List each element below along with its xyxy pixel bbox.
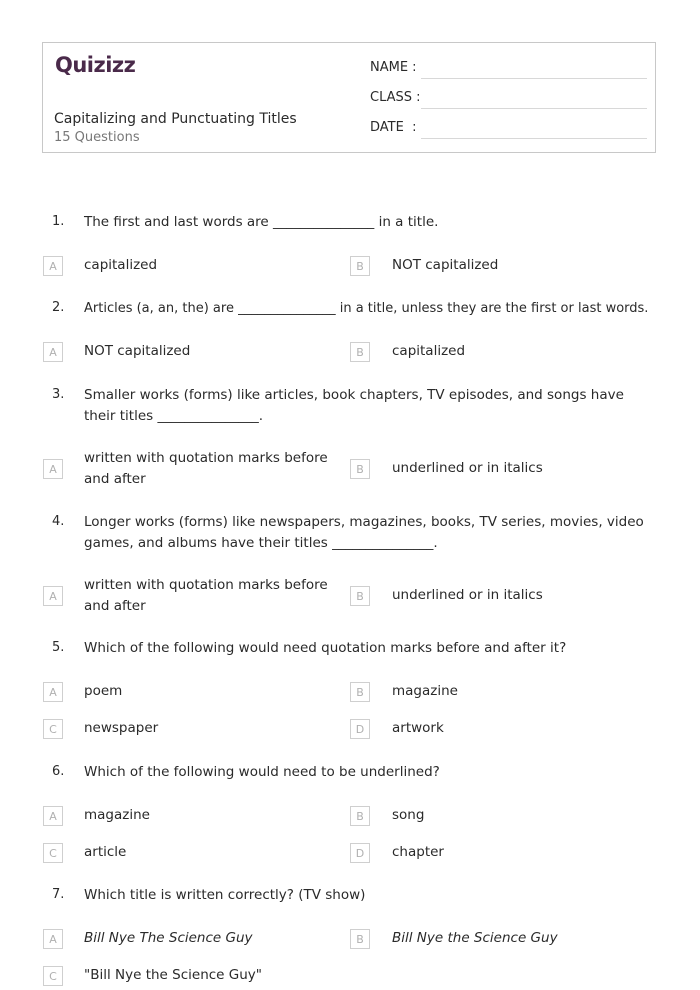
question-text: The first and last words are _______________ in a title.: [84, 214, 439, 230]
question-text: Which title is written correctly? (TV show): [84, 887, 366, 903]
question-number: 2.: [52, 300, 65, 315]
option-letter: B: [350, 806, 370, 826]
option-text: Bill Nye the Science Guy: [392, 930, 558, 946]
question-number: 4.: [52, 514, 65, 529]
option-text: written with quotation marks before and after: [84, 450, 328, 487]
class-label: CLASS :: [370, 90, 421, 105]
question-number: 7.: [52, 887, 65, 902]
option-text: newspaper: [84, 720, 159, 736]
option-letter: A: [43, 342, 63, 362]
option-letter: B: [350, 256, 370, 276]
date-label: DATE :: [370, 120, 417, 135]
option-letter: B: [350, 459, 370, 479]
option-text: NOT capitalized: [84, 343, 191, 359]
option-letter: C: [43, 966, 63, 986]
option-letter: D: [350, 843, 370, 863]
option-text: "Bill Nye the Science Guy": [84, 967, 262, 983]
option-text: magazine: [84, 807, 150, 823]
option-text: underlined or in italics: [392, 587, 543, 603]
name-line: [421, 78, 647, 79]
class-line: [421, 108, 647, 109]
question-text: Longer works (forms) like newspapers, magazines, books, TV series, movies, video games, and albums have their titles _______________.: [84, 514, 644, 551]
option-letter: C: [43, 719, 63, 739]
option-letter: B: [350, 342, 370, 362]
option-text: capitalized: [392, 343, 466, 359]
question-number: 1.: [52, 214, 65, 229]
name-label: NAME :: [370, 60, 417, 75]
question-text: Smaller works (forms) like articles, book chapters, TV episodes, and songs have their titles _______________.: [84, 387, 624, 424]
option-letter: B: [350, 586, 370, 606]
option-letter: D: [350, 719, 370, 739]
option-text: artwork: [392, 720, 444, 736]
option-letter: A: [43, 256, 63, 276]
question-number: 5.: [52, 640, 65, 655]
option-text: article: [84, 844, 127, 860]
option-letter: C: [43, 843, 63, 863]
question-text: Which of the following would need quotation marks before and after it?: [84, 640, 567, 656]
question-count: 15 Questions: [54, 130, 140, 145]
option-letter: A: [43, 682, 63, 702]
option-text: chapter: [392, 844, 444, 860]
option-letter: B: [350, 682, 370, 702]
option-letter: A: [43, 929, 63, 949]
option-text: song: [392, 807, 425, 823]
option-text: underlined or in italics: [392, 460, 543, 476]
option-text: written with quotation marks before and after: [84, 577, 328, 614]
option-letter: A: [43, 586, 63, 606]
option-letter: B: [350, 929, 370, 949]
question-text: Which of the following would need to be underlined?: [84, 764, 440, 780]
quizizz-logo: Quizizz: [55, 53, 136, 77]
option-text: poem: [84, 683, 123, 699]
worksheet-header: [42, 42, 656, 153]
date-line: [421, 138, 647, 139]
option-text: NOT capitalized: [392, 257, 499, 273]
question-number: 6.: [52, 764, 65, 779]
question-text: Articles (a, an, the) are _______________ in a title, unless they are the first or last words.: [84, 301, 649, 316]
option-letter: A: [43, 806, 63, 826]
question-number: 3.: [52, 387, 65, 402]
option-text: capitalized: [84, 257, 158, 273]
worksheet-title: Capitalizing and Punctuating Titles: [54, 111, 297, 127]
option-text: Bill Nye The Science Guy: [84, 930, 253, 946]
option-text: magazine: [392, 683, 458, 699]
option-letter: A: [43, 459, 63, 479]
